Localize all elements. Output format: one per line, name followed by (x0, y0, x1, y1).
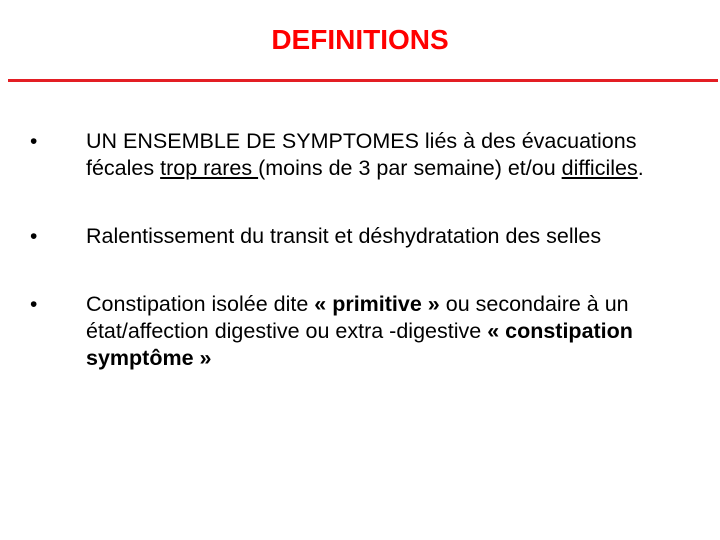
bullet-item-transit (30, 223, 700, 250)
bullet-marker-icon: • (30, 130, 38, 153)
bullet-text-bold: « primitive » (314, 292, 440, 316)
bullet-item-definition (30, 128, 700, 182)
bullet-list (30, 128, 700, 372)
slide-title: DEFINITIONS (271, 24, 449, 55)
bullet-text-segment: (moins de 3 par semaine) et/ou (258, 156, 562, 180)
bullet-marker-icon: • (30, 225, 38, 248)
bullet-item-constipation (30, 291, 700, 372)
bullet-text-segment: Constipation isolée dite (86, 292, 315, 316)
bullet-text-underlined: trop rares (160, 156, 259, 180)
bullet-marker-icon: • (30, 293, 38, 316)
title-underline-rule (8, 79, 718, 82)
bullet-text-segment: UN ENSEMBLE DE SYMPTOMES liés à des évacuations fécales (86, 129, 637, 180)
bullet-text-segment: ou secondaire à un état/affection digestive ou extra -digestive (86, 292, 629, 343)
bullet-text-bold: « constipation symptôme » (86, 319, 633, 370)
bullet-text-underlined: difficiles (561, 156, 638, 180)
bullet-text-segment: Ralentissement du transit et déshydratation des selles (86, 224, 602, 248)
bullet-text-segment: . (637, 156, 644, 180)
